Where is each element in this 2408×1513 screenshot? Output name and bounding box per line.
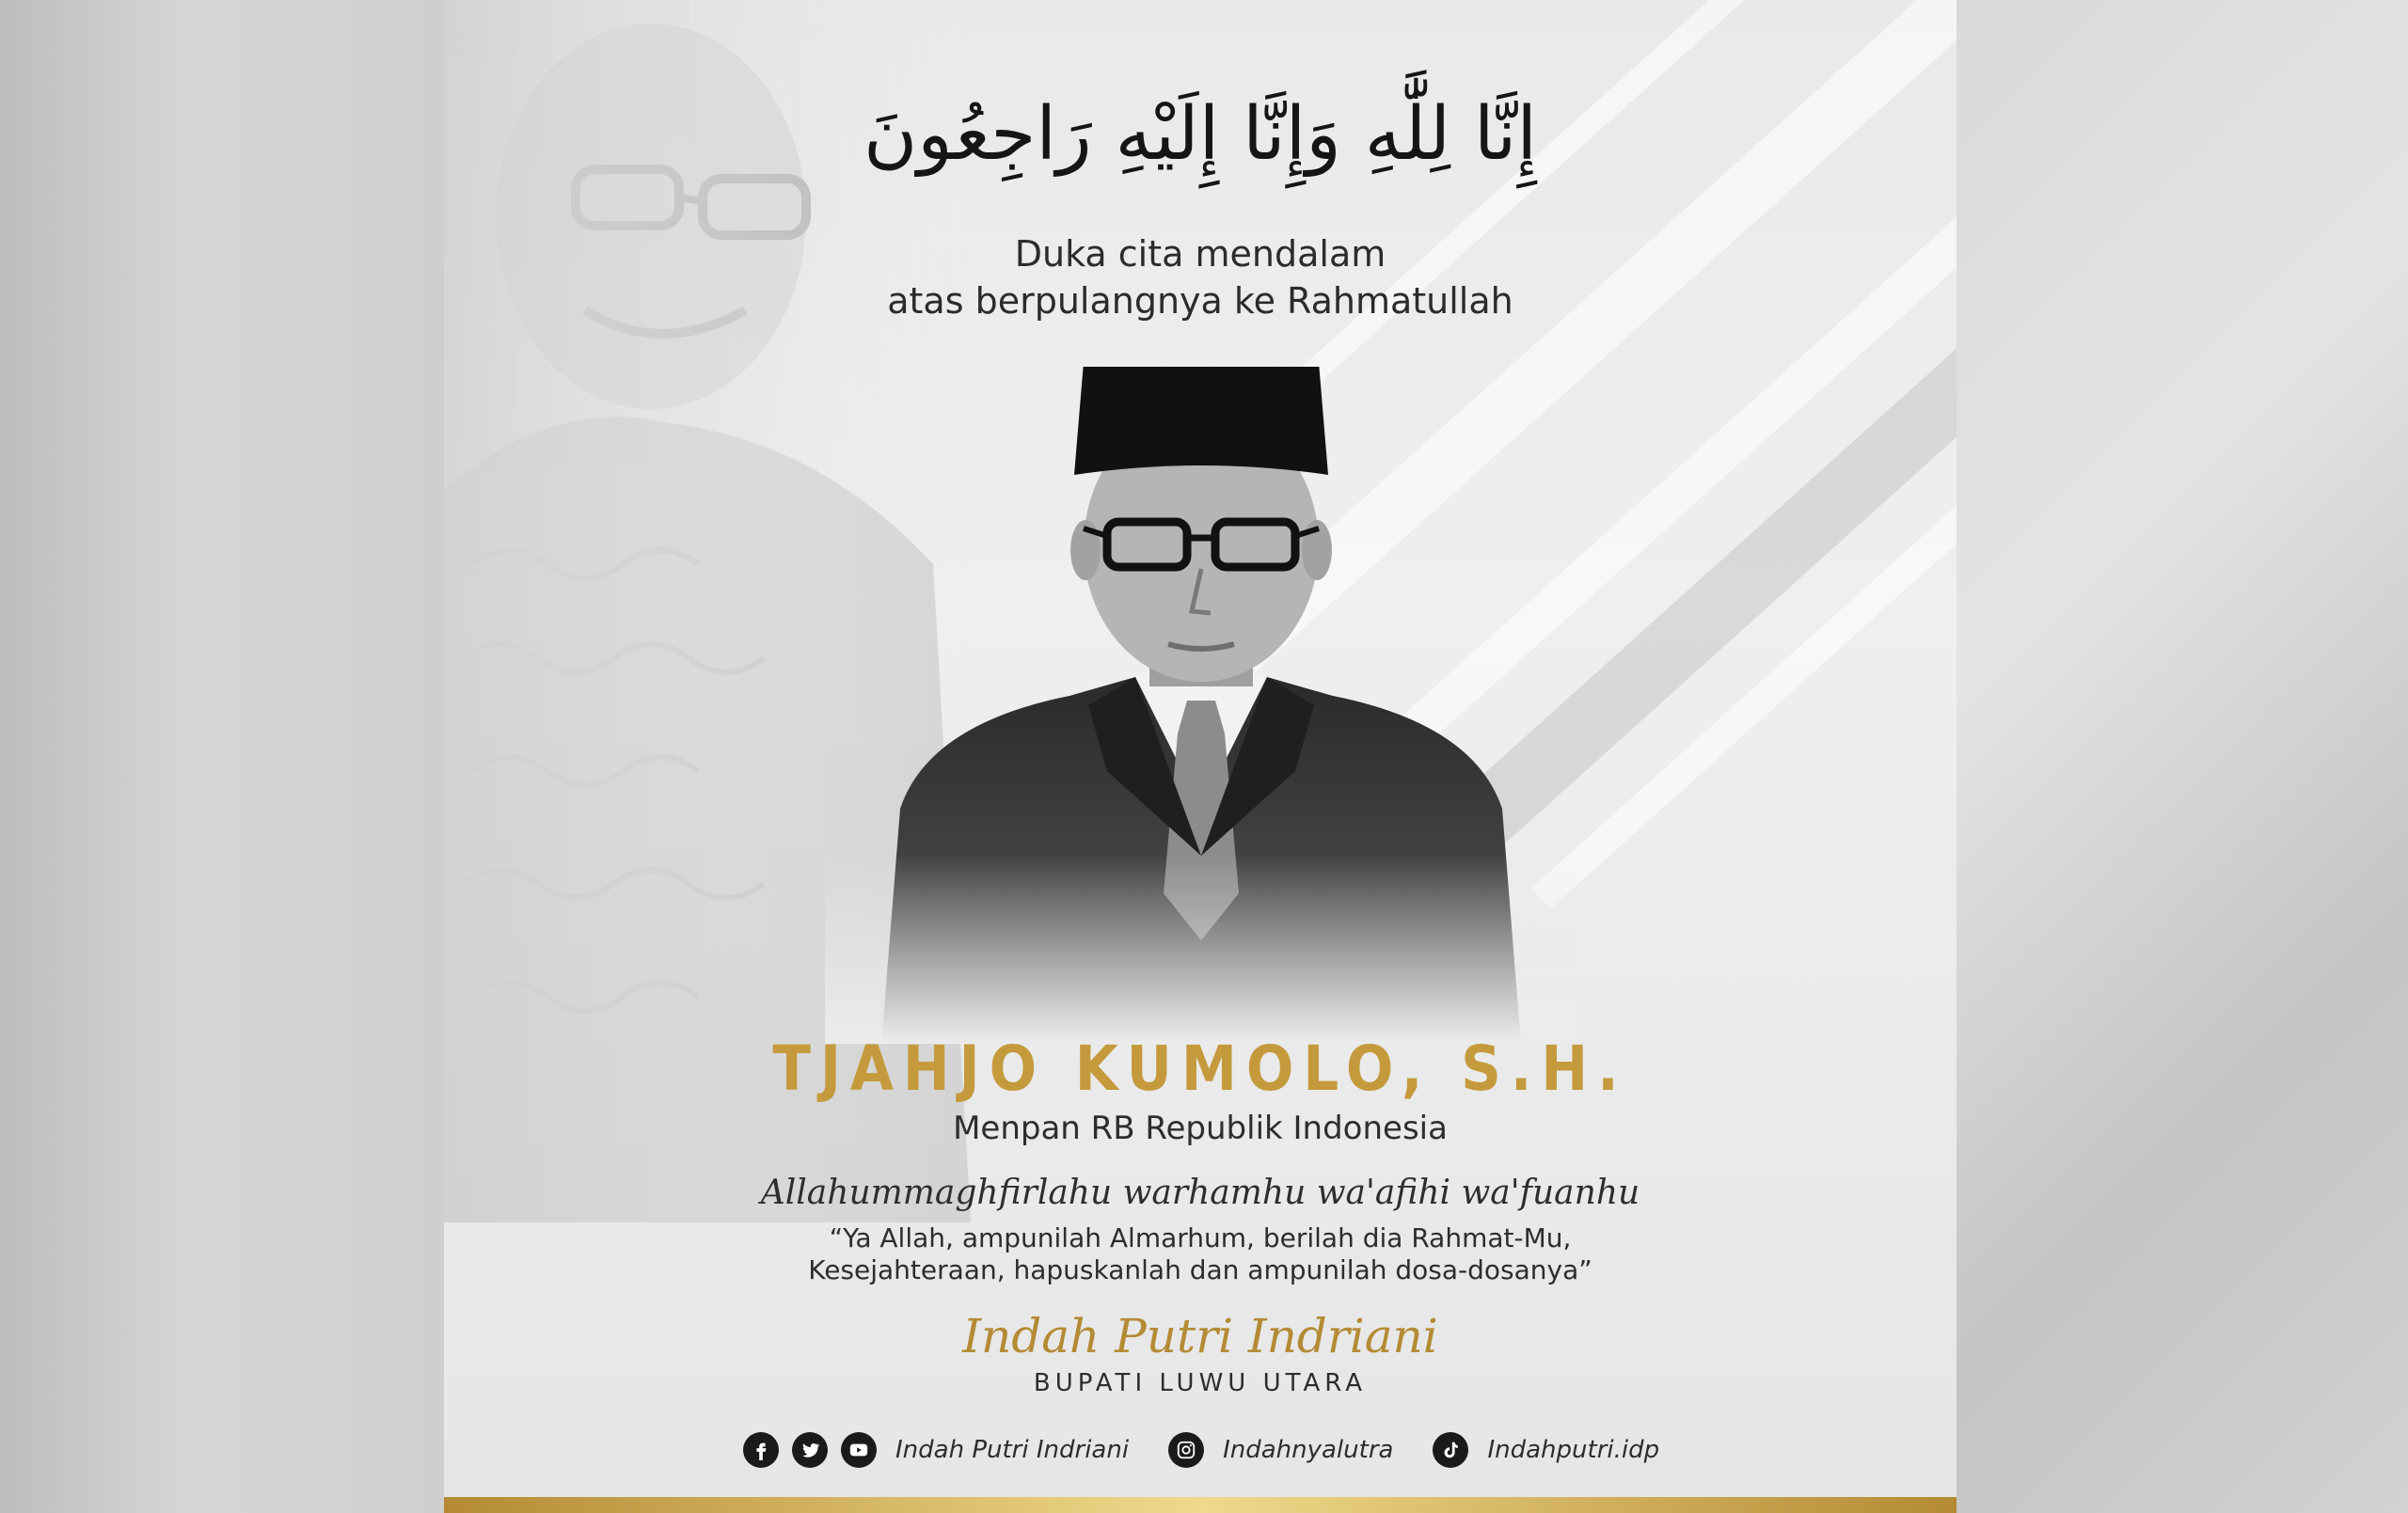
social-group-instagram bbox=[1168, 1432, 1393, 1468]
instagram-handle[interactable]: Indahnyalutra bbox=[1223, 1436, 1394, 1464]
prayer-latin: Allahummaghfirlahu warhamhu wa'afihi wa'fuanhu bbox=[760, 1174, 1640, 1212]
tiktok-handle[interactable]: Indahputri.idp bbox=[1487, 1436, 1660, 1464]
condolence-line-2: atas berpulangnya ke Rahmatullah bbox=[887, 280, 1513, 322]
facebook-handle[interactable]: Indah Putri Indriani bbox=[895, 1436, 1130, 1464]
prayer-translation bbox=[444, 1222, 1956, 1286]
social-group-main bbox=[743, 1432, 1129, 1468]
gold-footer-bar bbox=[444, 1497, 1956, 1513]
deceased-position: Menpan RB Republik Indonesia bbox=[953, 1110, 1448, 1147]
translation-line-1: “Ya Allah, ampunilah Almarhum, berilah dia Rahmat-Mu, bbox=[829, 1222, 1572, 1253]
deceased-name bbox=[444, 1032, 1956, 1105]
social-group-tiktok bbox=[1433, 1432, 1659, 1468]
facebook-icon[interactable] bbox=[743, 1432, 779, 1468]
condolence-card bbox=[444, 0, 1956, 1513]
instagram-icon[interactable] bbox=[1168, 1432, 1204, 1468]
social-media-bar bbox=[743, 1429, 1699, 1471]
deceased-portrait-photo bbox=[825, 367, 1577, 1044]
condolence-line-1: Duka cita mendalam bbox=[1014, 233, 1386, 275]
twitter-icon[interactable] bbox=[792, 1432, 828, 1468]
sender-signature: Indah Putri Indriani bbox=[962, 1309, 1438, 1363]
translation-line-2: Kesejahteraan, hapuskanlah dan ampunilah dosa-dosanya” bbox=[808, 1254, 1592, 1285]
tiktok-icon[interactable] bbox=[1433, 1432, 1468, 1468]
background-right-panel bbox=[1956, 0, 2408, 1513]
istirja-calligraphy: إِنَّا لِلَّٰهِ وَإِنَّا إِلَيْهِ رَاجِعُونَ bbox=[863, 92, 1538, 177]
sender-title: BUPATI LUWU UTARA bbox=[1033, 1369, 1368, 1397]
condolence-heading bbox=[444, 230, 1956, 324]
deceased-name-text: TJAHJO KUMOLO, S.H. bbox=[772, 1032, 1628, 1105]
youtube-icon[interactable] bbox=[841, 1432, 877, 1468]
